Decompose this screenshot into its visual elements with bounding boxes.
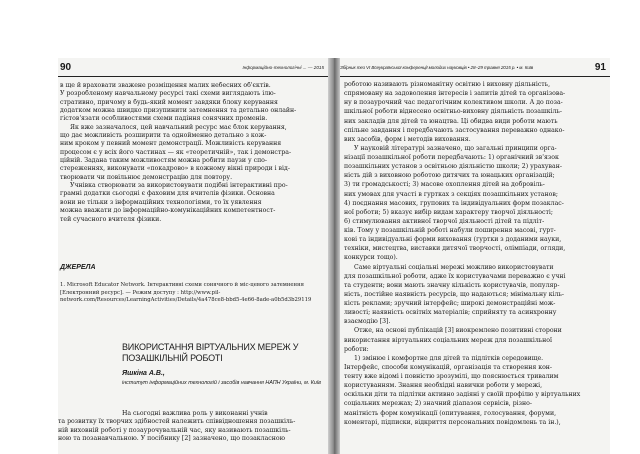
body-line: У розробленому навчальному ресурсі такі схеми виглядають ілю- [60,90,276,98]
body-line: техніки, мистецтва, виставки дитячої творчості, олімпіади, огляди, [344,245,566,253]
body-line: ків. Тому у позашкільній роботі набули поширення масові, гурт- [344,227,556,234]
body-line: конкурси тощо). [344,254,398,262]
left-page [58,58,328,454]
article-author: Яшкіна А.В., [122,370,165,377]
body-line: спільне завдання і передбачають застосування переважно однако- [344,126,565,134]
body-line: в ще й враховати зважене розміщення малих небесних об'єктів. [60,82,271,89]
body-line: творювати чи повільнює демонстрацію для повтору. [60,173,233,181]
body-line: На сьогодні важлива роль у виконанні учнів [122,410,268,417]
body-line: користуванням. Знання необхідні навички роботи у мережі, [344,382,543,390]
body-line: 4) поєднання масових, групових та індивідуальних форм позаклас- [344,199,564,207]
body-line: коментарі, підписки, відкриття персональних повідомлень та ін.), [344,418,561,426]
body-line: Учнівка створювати за використовувати подібні інтерактивні про- [70,182,288,190]
left-body-text [60,82,322,224]
left-page-header [58,64,328,77]
body-line: них закладів для дітей та юнацтва. Ці обидва види роботи мають [344,117,558,125]
right-running-title: Збірник тез VI Всеукраїнської конференції молодих науковців • 28–29 травня 2015 р. • м. Київ [340,65,533,70]
body-line: ність дій з виховною роботою дитячих та юнацьких організацій; [344,172,555,180]
body-line: та розвитку їх творчих здібностей належить співвідношення позашкіль- [58,418,296,426]
body-line: ливості; наявність освітніх матеріалів; сприйняту та асинхронну [344,309,557,317]
literature-item: 1. Microsoft Educator Network. Інтерактивні схеми сонячного й міс-цевого затемнення [Електронний ресурс]. — Режим доступу : http://www.pil-network.com/Resources/LearningActivities/Details/4a478ce8-bbd5-4e66-8ade-a0b5d3b29119 [60,282,312,304]
book-gutter [328,58,340,454]
body-line: 1) змінюе і комфортне для дітей та підлітків середовище. [354,354,544,362]
body-line: вони не тільки з інформаційних технологіями, то їх уявлення [60,198,262,206]
body-line: У науковій літературі зазначено, що загальні принципи орга- [354,144,557,152]
body-line: вих засобів, форм і методів виховання. [344,135,471,143]
left-running-title: Інформаційно-технологічні ... — 2015 [242,65,324,70]
body-line: них умовах для участі в гуртках з секціях позашкільних установ; [344,190,558,198]
body-line: тенту вже відомі і повністю зрозумілі, що пояснюється тривалим [344,373,559,380]
body-line: оскільки діти та підлітки активно задіяні у своїй профілю у віртуальних [344,391,581,399]
body-line: ної роботи; 5) вказує вибір видам характеру творчої діяльності; [344,208,553,216]
right-page-header [340,64,610,77]
body-line: 6) стимулювання активної творчої діяльності дітей та підліт- [344,217,545,225]
body-line: Як вже зазначалося, цей навчальний ресурс має блок керування, [70,123,287,131]
body-line: гістов'язати особливостями схеми падіння сонячних променів. [60,115,268,123]
body-line: Інтерфейс, способи комунікацій, організація та створення кон- [344,363,553,371]
body-line: ність, постійне наявність ресурсів, що надаються; мінімальну кіль- [344,290,564,298]
body-line: нізації позашкільної роботи передбачають: 1) органічний зв'язок [344,154,559,161]
article-title: ВИКОРИСТАННЯ ВІРТУАЛЬНИХ МЕРЕЖ У ПОЗАШКІЛЬНІЙ РОБОТІ [122,342,299,363]
body-line: ним кроком у певний момент демонстрації. Можливість керування [60,140,282,148]
body-line: грамні додатки сьогодні є фаховим для вчителів фізики. Основна [60,190,275,198]
left-page-number: 90 [60,62,72,73]
body-line: шкільної роботи віднесено освітньо-виховну діяльність позашкіль- [344,108,562,116]
body-line: соціальних мережах; 2) значний діапазон сервісів, різно- [344,400,532,408]
author-affiliation: інститут інформаційних технологій і засобів навчання НАПН України, м. Київ [122,380,321,386]
body-line: манітність форм комунікації (опитування, голосування, форуми, [344,409,557,417]
body-line: процесом є у всіх його частинах — як «теоретичній», так і демонстра- [60,148,292,156]
body-line: можна вважати до інформаційно-комунікаційних компетентност- [60,207,276,215]
body-line: взаємодію [3]. [344,318,391,326]
body-line: та студенти; вони мають значну кількість користувачів, популяр- [344,281,560,289]
body-line: Отже, на основі публікацій [3] виокремлено позитивні сторони [354,327,562,335]
body-line: кість реклами; зручний інтерфейс; широкі демонстраційні мож- [344,300,556,307]
body-line: кові та індивідуальні форми виховання (гуртки з доданими науки, [344,236,562,244]
body-line: ній виховній роботі у позаурочувальній час, яку називають позашкіль- [58,426,291,434]
literature-heading: ДЖЕРЕЛА [60,264,96,271]
right-page-number: 91 [594,62,606,73]
body-line: використання віртуальних соціальних мереж для позашкільної [344,336,553,344]
body-line: ційній. Задана таким можливостям можна робити паузи у спо- [60,157,268,165]
body-line: стереженнях, виконувати «покадрово» в кожному вікні природи і від- [60,165,290,173]
body-line: тей сучасного вчителя фізики. [60,215,162,223]
right-page [340,58,610,454]
body-line: роботою називають різноманітну освітню і виховну діяльність, [344,81,551,88]
body-line: Саме віртуальні соціальні мережі можливо використовувати [354,263,554,271]
right-body-text [344,80,606,427]
left-bottom-text [58,410,320,443]
body-line: роботи: [344,345,369,353]
body-line: додатком можна швидко призупинити затемнення та детально онлайн- [60,107,297,115]
body-line: стративно, причому в будь-який момент завдяки блоку керування [60,98,278,106]
body-line: 3) ти громадськості; 3) масове охоплення дітей на добровіль- [344,181,545,189]
body-line: ною та позанавчальною. У посібнику [2] зазначено, що позакласною [58,435,285,443]
body-line: ну в позаурочний час педагогічним колективом школи. А до поза- [344,99,563,107]
body-line: позашкільних установ з освітньою діяльністю школи; 2) урахуван- [344,163,562,171]
body-line: для позашкільної роботи, адже їх користувачами переважно є учні [344,272,566,280]
body-line: спрямовану на задоволення інтересів і запитів дітей та організова- [344,90,566,98]
body-line: що дає можливість розширити та однойменно детально з кож- [60,132,267,140]
